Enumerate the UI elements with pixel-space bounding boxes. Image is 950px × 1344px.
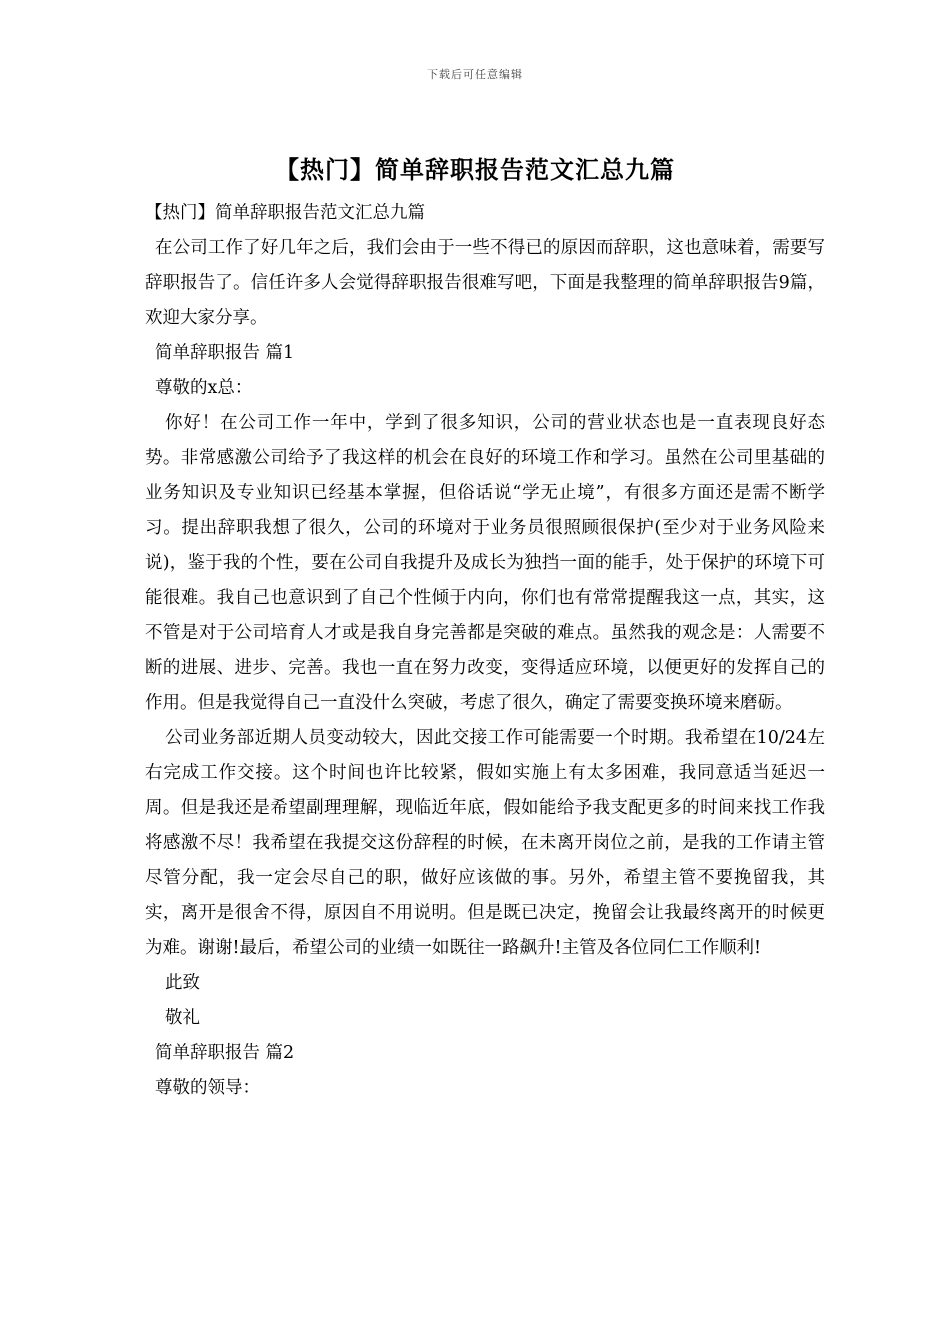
intro-paragraph: 在公司工作了好几年之后，我们会由于一些不得已的原因而辞职，这也意味着，需要写辞职报告了。信任许多人会觉得辞职报告很难写吧，下面是我整理的简单辞职报告9篇，欢迎大家分享。 <box>145 238 825 328</box>
salutation-2: 尊敬的领导： <box>155 1078 260 1098</box>
document-body <box>145 196 825 1106</box>
closing-jing-li: 敬礼 <box>165 1008 200 1028</box>
salutation-1: 尊敬的x总： <box>155 378 253 398</box>
section-heading-2: 简单辞职报告 篇2 <box>155 1043 295 1063</box>
section-heading-1: 简单辞职报告 篇1 <box>155 343 295 363</box>
body-paragraph-1: 你好！在公司工作一年中，学到了很多知识，公司的营业状态也是一直表现良好态势。非常感激公司给予了我这样的机会在良好的环境工作和学习。虽然在公司里基础的业务知识及专业知识已经基本掌握，但俗话说“学无止境”，有很多方面还是需不断学习。提出辞职我想了很久，公司的环境对于业务员很照顾很保护(至少对于业务风险来说)，鉴于我的个性，要在公司自我提升及成长为独挡一面的能手，处于保护的环境下可能很难。我自己也意识到了自己个性倾于内向，你们也有常常提醒我这一点，其实，这不管是对于公司培育人才或是我自身完善都是突破的难点。虽然我的观念是：人需要不断的进展、进步、完善。我也一直在努力改变，变得适应环境，以便更好的发挥自己的作用。但是我觉得自己一直没什么突破，考虑了很久，确定了需要变换环境来磨砺。 <box>145 413 825 713</box>
document-subtitle: 【热门】简单辞职报告范文汇总九篇 <box>145 203 425 223</box>
closing-ci-zhi: 此致 <box>165 973 200 993</box>
document-title: 【热门】简单辞职报告范文汇总九篇 <box>275 155 675 184</box>
body-paragraph-2: 公司业务部近期人员变动较大，因此交接工作可能需要一个时期。我希望在10/24左右完成工作交接。这个时间也许比较紧，假如实施上有太多困难，我同意适当延迟一周。但是我还是希望副理理解，现临近年底，假如能给予我支配更多的时间来找工作我将感激不尽！我希望在我提交这份辞程的时候，在未离开岗位之前，是我的工作请主管尽管分配，我一定会尽自己的职，做好应该做的事。另外，希望主管不要挽留我，其实，离开是很舍不得，原因自不用说明。但是既已决定，挽留会让我最终离开的时候更为难。谢谢!最后，希望公司的业绩一如既往一路飙升!主管及各位同仁工作顺利! <box>145 728 825 958</box>
header-note: 下载后可任意编辑 <box>427 68 523 81</box>
